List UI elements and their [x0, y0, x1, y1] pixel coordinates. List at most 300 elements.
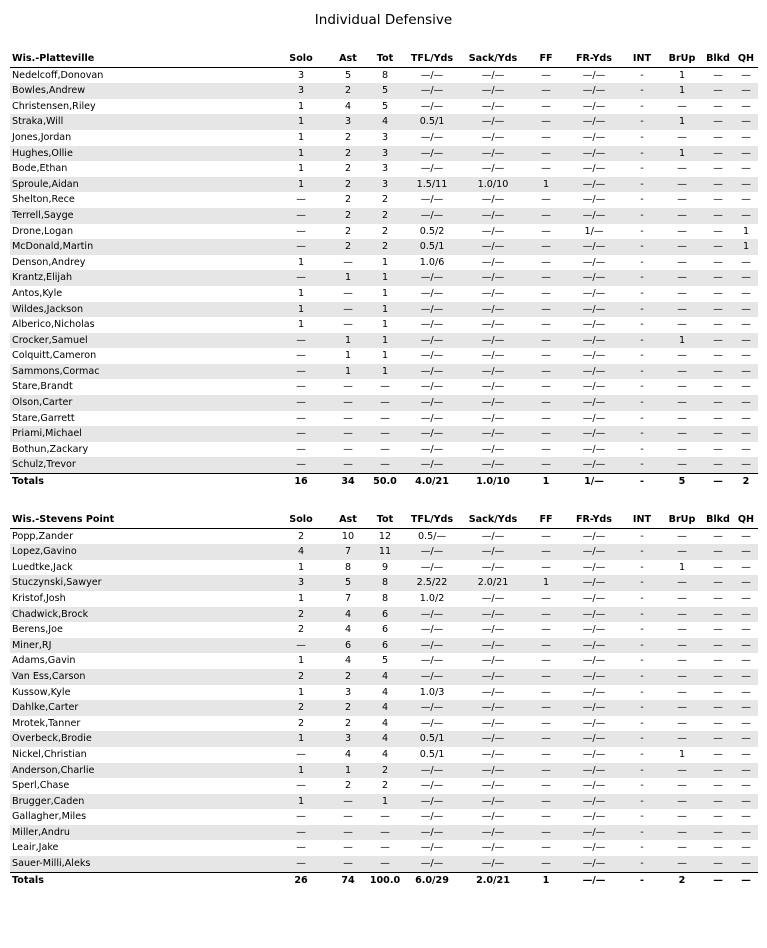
- stat-cell: 8: [381, 69, 389, 81]
- stat-cell: —/—: [582, 842, 606, 854]
- stat-cell: —/—: [481, 842, 505, 854]
- stat-cell: -: [640, 443, 644, 455]
- column-header: Ast: [330, 51, 366, 67]
- stat-cell: —: [677, 412, 687, 424]
- stat-cell: 1: [662, 146, 702, 162]
- stat-cell: 8: [344, 561, 352, 573]
- stat-cell: —: [702, 239, 734, 255]
- stat-cell: -: [622, 302, 662, 318]
- stat-cell: -: [622, 544, 662, 560]
- player-name: Van Ess,Carson: [10, 669, 272, 685]
- stat-cell: -: [640, 592, 644, 604]
- stat-cell: -: [640, 131, 644, 143]
- stat-cell: —/—: [460, 669, 526, 685]
- stat-cell: —: [741, 624, 751, 636]
- stat-cell: —/—: [481, 561, 505, 573]
- stat-cell: —: [734, 731, 758, 747]
- stat-cell: —: [741, 287, 751, 299]
- stat-cell: —/—: [582, 69, 606, 81]
- stat-cell: —: [330, 794, 366, 810]
- stat-cell: —/—: [481, 717, 505, 729]
- stat-cell: —: [702, 177, 734, 193]
- stat-cell: —/—: [460, 333, 526, 349]
- stat-cell: —: [272, 426, 330, 442]
- stat-cell: —/—: [460, 239, 526, 255]
- player-name: Luedtke,Jack: [12, 561, 73, 573]
- stat-cell: —: [662, 731, 702, 747]
- header-row: [10, 51, 758, 67]
- table-row: [10, 669, 758, 685]
- stat-cell: —: [702, 426, 734, 442]
- stat-cell: 2: [344, 194, 352, 206]
- stat-cell: -: [640, 287, 644, 299]
- stat-cell: 2: [330, 146, 366, 162]
- stat-cell: -: [640, 381, 644, 393]
- stat-cell: —: [677, 686, 687, 698]
- player-name: Anderson,Charlie: [10, 763, 272, 779]
- stat-cell: —: [702, 731, 734, 747]
- stat-cell: 2: [381, 780, 389, 792]
- stat-cell: —/—: [460, 457, 526, 473]
- stat-cell: —: [662, 239, 702, 255]
- stat-cell: —/—: [420, 69, 444, 81]
- stat-cell: —: [734, 302, 758, 318]
- stat-cell: —: [741, 717, 751, 729]
- stat-cell: —: [713, 842, 723, 854]
- stat-cell: 1: [297, 131, 305, 143]
- stat-cell: —: [734, 607, 758, 623]
- player-name: Jones,Jordan: [12, 131, 72, 143]
- table-row: [10, 208, 758, 224]
- table-row: [10, 685, 758, 701]
- stat-cell: 1: [297, 256, 305, 268]
- table-row: [10, 716, 758, 732]
- stat-cell: —: [541, 748, 551, 760]
- table-row: [10, 333, 758, 349]
- stat-cell: —: [526, 638, 566, 654]
- stat-cell: —/—: [460, 544, 526, 560]
- stat-cell: —/—: [404, 457, 460, 473]
- stat-cell: 0.5/1: [419, 748, 445, 760]
- stat-cell: —/—: [566, 544, 622, 560]
- stat-cell: —: [662, 607, 702, 623]
- stat-cell: 1.0/6: [419, 256, 445, 268]
- stat-cell: —/—: [481, 624, 505, 636]
- stat-cell: 1: [297, 561, 305, 573]
- stat-cell: 3: [297, 69, 305, 81]
- stat-cell: —: [662, 208, 702, 224]
- stat-cell: —: [343, 287, 353, 299]
- stat-cell: —/—: [481, 748, 505, 760]
- table-row: [10, 426, 758, 442]
- stat-cell: —: [541, 194, 551, 206]
- stat-cell: 11: [366, 544, 404, 560]
- total-cell: 2: [662, 872, 702, 888]
- stat-cell: —/—: [481, 287, 505, 299]
- stat-cell: 1: [381, 287, 389, 299]
- stat-cell: —: [677, 842, 687, 854]
- table-row: [10, 114, 758, 130]
- stat-cell: —/—: [582, 256, 606, 268]
- player-name: Brugger,Caden: [10, 794, 272, 810]
- table-row: [10, 255, 758, 271]
- player-name: Colquitt,Cameron: [12, 350, 97, 362]
- stat-cell: —/—: [566, 638, 622, 654]
- stat-cell: —: [330, 426, 366, 442]
- total-cell: 2.0/21: [460, 872, 526, 888]
- stat-cell: 2: [366, 763, 404, 779]
- stat-cell: -: [640, 350, 644, 362]
- column-header: FR-Yds: [566, 512, 622, 528]
- stat-cell: —: [272, 239, 330, 255]
- stat-cell: —: [702, 700, 734, 716]
- stat-cell: —: [741, 319, 751, 331]
- stat-cell: —: [734, 544, 758, 560]
- total-cell: 1/—: [566, 474, 622, 490]
- stat-cell: —/—: [582, 350, 606, 362]
- player-name: Alberico,Nicholas: [12, 319, 95, 331]
- stat-cell: 3: [381, 131, 389, 143]
- total-cell: —: [702, 872, 734, 888]
- stat-cell: —: [713, 530, 723, 542]
- stat-cell: 1: [272, 114, 330, 130]
- stat-cell: —/—: [582, 131, 606, 143]
- stat-cell: —: [526, 544, 566, 560]
- stat-cell: —: [366, 426, 404, 442]
- stat-cell: —: [526, 669, 566, 685]
- stat-cell: 1/—: [584, 225, 604, 237]
- table-row: [10, 177, 758, 193]
- stat-cell: —/—: [404, 638, 460, 654]
- stat-cell: —: [541, 412, 551, 424]
- stat-cell: —/—: [566, 426, 622, 442]
- stat-cell: —: [713, 412, 723, 424]
- stat-cell: —: [296, 748, 306, 760]
- stat-cell: —: [296, 381, 306, 393]
- column-header: Tot: [366, 51, 404, 67]
- stat-cell: -: [622, 146, 662, 162]
- stat-cell: —: [713, 163, 723, 175]
- column-header: Solo: [272, 51, 330, 67]
- stat-cell: —: [734, 208, 758, 224]
- stat-cell: —: [662, 825, 702, 841]
- stat-cell: -: [640, 100, 644, 112]
- stat-cell: —/—: [404, 395, 460, 411]
- stat-cell: —/—: [404, 825, 460, 841]
- totals-row: [10, 872, 758, 888]
- stat-cell: 1.0/10: [460, 177, 526, 193]
- stat-cell: —: [702, 544, 734, 560]
- stat-cell: —: [713, 748, 723, 760]
- stat-cell: —: [741, 131, 751, 143]
- player-name: Adams,Gavin: [12, 655, 76, 667]
- stat-cell: —: [702, 669, 734, 685]
- player-name: Mrotek,Tanner: [12, 717, 81, 729]
- stat-cell: —/—: [481, 443, 505, 455]
- column-header: Blkd: [702, 512, 734, 528]
- stat-cell: —: [541, 561, 551, 573]
- player-name: Chadwick,Brock: [10, 607, 272, 623]
- stat-cell: 5: [381, 655, 389, 667]
- stat-cell: 4: [272, 544, 330, 560]
- stat-cell: 3: [381, 163, 389, 175]
- total-cell: —: [702, 474, 734, 490]
- stat-cell: —: [713, 319, 723, 331]
- stat-cell: —: [741, 530, 751, 542]
- stat-cell: —/—: [420, 443, 444, 455]
- stat-cell: —: [380, 443, 390, 455]
- stat-cell: -: [622, 177, 662, 193]
- total-cell: 74: [330, 872, 366, 888]
- stat-cell: 1: [662, 114, 702, 130]
- stat-cell: 2: [366, 239, 404, 255]
- stat-cell: -: [640, 717, 644, 729]
- total-cell: 34: [330, 474, 366, 490]
- stat-cell: —: [702, 794, 734, 810]
- stat-cell: 6: [381, 624, 389, 636]
- stat-cell: —/—: [420, 131, 444, 143]
- column-header: INT: [622, 51, 662, 67]
- stat-cell: -: [622, 333, 662, 349]
- stat-cell: —/—: [460, 395, 526, 411]
- stat-cell: 1: [297, 686, 305, 698]
- stat-cell: -: [622, 114, 662, 130]
- stat-cell: —/—: [582, 163, 606, 175]
- stat-cell: —: [526, 457, 566, 473]
- stat-cell: —: [734, 794, 758, 810]
- stat-cell: —: [677, 530, 687, 542]
- stat-cell: 1: [297, 163, 305, 175]
- stat-cell: —/—: [460, 825, 526, 841]
- stat-cell: —: [541, 100, 551, 112]
- stat-cell: -: [622, 426, 662, 442]
- stat-cell: -: [622, 208, 662, 224]
- stat-cell: —: [677, 811, 687, 823]
- stat-cell: —/—: [582, 780, 606, 792]
- stat-cell: —: [272, 457, 330, 473]
- stat-cell: —: [702, 395, 734, 411]
- stat-cell: 3: [330, 731, 366, 747]
- player-name: Nickel,Christian: [12, 748, 87, 760]
- stat-cell: —/—: [460, 731, 526, 747]
- stat-cell: —: [541, 131, 551, 143]
- stat-cell: —: [713, 624, 723, 636]
- table-row: [10, 763, 758, 779]
- player-name: Olson,Carter: [10, 395, 272, 411]
- stat-cell: 3: [344, 686, 352, 698]
- stat-cell: —/—: [481, 100, 505, 112]
- stat-cell: —: [702, 575, 734, 591]
- stat-cell: -: [622, 395, 662, 411]
- totals-row: [10, 474, 758, 490]
- stat-cell: —: [541, 842, 551, 854]
- stat-cell: 5: [366, 83, 404, 99]
- stat-cell: —/—: [481, 131, 505, 143]
- stat-cell: —: [734, 83, 758, 99]
- stat-cell: -: [622, 763, 662, 779]
- total-cell: -: [622, 872, 662, 888]
- stat-cell: —: [713, 655, 723, 667]
- table-body: [10, 67, 758, 490]
- player-name: Leair,Jake: [12, 842, 59, 854]
- stat-cell: —/—: [481, 530, 505, 542]
- table-row: [10, 457, 758, 473]
- stat-cell: 3: [272, 83, 330, 99]
- stat-cell: —/—: [460, 763, 526, 779]
- player-name: Stare,Brandt: [12, 381, 73, 393]
- stat-cell: 2: [330, 177, 366, 193]
- stat-cell: —/—: [566, 457, 622, 473]
- stat-cell: —: [526, 146, 566, 162]
- stat-cell: —/—: [404, 83, 460, 99]
- column-header: Sack/Yds: [460, 512, 526, 528]
- column-header: Ast: [330, 512, 366, 528]
- stat-cell: 2.5/22: [404, 575, 460, 591]
- stat-cell: -: [622, 700, 662, 716]
- stat-cell: —: [734, 146, 758, 162]
- column-header: TFL/Yds: [404, 51, 460, 67]
- stat-cell: —/—: [481, 655, 505, 667]
- team-name-header: Wis.-Stevens Point: [10, 512, 272, 528]
- stat-cell: —: [272, 208, 330, 224]
- player-name: Stare,Garrett: [12, 412, 75, 424]
- player-name: Bowles,Andrew: [10, 83, 272, 99]
- stat-cell: —/—: [481, 412, 505, 424]
- team-name-header: Wis.-Platteville: [10, 51, 272, 67]
- stat-cell: —/—: [481, 592, 505, 604]
- stat-cell: -: [640, 811, 644, 823]
- stat-cell: 7: [330, 544, 366, 560]
- stat-cell: —: [296, 350, 306, 362]
- stat-cell: —: [734, 856, 758, 872]
- stat-cell: 3: [366, 177, 404, 193]
- stat-cell: 1: [526, 177, 566, 193]
- stat-cell: -: [622, 731, 662, 747]
- stat-cell: —/—: [566, 146, 622, 162]
- stat-cell: —/—: [404, 544, 460, 560]
- stat-cell: —: [702, 302, 734, 318]
- stat-cell: 1: [678, 748, 686, 760]
- stat-cell: —: [713, 225, 723, 237]
- player-name: Schulz,Trevor: [10, 457, 272, 473]
- stat-cell: —: [741, 412, 751, 424]
- stat-cell: —: [677, 131, 687, 143]
- table-row: [10, 379, 758, 395]
- column-header: FF: [526, 512, 566, 528]
- table-row: [10, 794, 758, 810]
- stat-cell: —/—: [566, 333, 622, 349]
- stat-cell: —: [526, 83, 566, 99]
- stat-cell: —: [677, 350, 687, 362]
- stat-cell: -: [640, 69, 644, 81]
- stat-cell: —: [741, 592, 751, 604]
- stat-cell: —: [272, 856, 330, 872]
- stat-cell: —/—: [460, 638, 526, 654]
- stat-cell: —/—: [566, 700, 622, 716]
- stat-cell: —/—: [460, 856, 526, 872]
- stat-cell: —: [677, 655, 687, 667]
- stat-cell: —/—: [404, 270, 460, 286]
- stat-cell: 1: [662, 333, 702, 349]
- stat-cell: 1: [272, 763, 330, 779]
- stat-cell: —: [662, 457, 702, 473]
- stat-cell: —: [526, 700, 566, 716]
- stat-cell: —: [541, 780, 551, 792]
- stat-cell: —: [330, 856, 366, 872]
- stat-cell: 0.5/—: [417, 530, 447, 542]
- column-header: BrUp: [662, 512, 702, 528]
- stat-cell: —/—: [481, 69, 505, 81]
- stat-cell: —: [330, 395, 366, 411]
- stat-cell: —/—: [420, 655, 444, 667]
- stat-cell: —: [702, 638, 734, 654]
- stat-cell: —: [272, 638, 330, 654]
- table-row: [10, 83, 758, 99]
- stat-cell: —/—: [566, 114, 622, 130]
- stat-cell: —/—: [582, 287, 606, 299]
- stat-cell: —: [272, 395, 330, 411]
- stat-cell: —/—: [420, 287, 444, 299]
- stat-cell: -: [622, 825, 662, 841]
- column-header: Blkd: [702, 51, 734, 67]
- player-name: Crocker,Samuel: [10, 333, 272, 349]
- total-cell: —: [734, 872, 758, 888]
- stat-cell: —: [677, 717, 687, 729]
- player-name: Stuczynski,Sawyer: [10, 575, 272, 591]
- stat-cell: —/—: [582, 100, 606, 112]
- stat-cell: —: [662, 270, 702, 286]
- stat-cell: -: [640, 780, 644, 792]
- stat-cell: —: [272, 270, 330, 286]
- stat-cell: —: [526, 114, 566, 130]
- stat-cell: 1: [344, 350, 352, 362]
- stat-cell: —: [741, 561, 751, 573]
- stat-cell: —: [526, 794, 566, 810]
- stat-cell: —: [734, 426, 758, 442]
- stat-cell: 1.0/3: [419, 686, 445, 698]
- stat-cell: —: [366, 395, 404, 411]
- stat-cell: 5: [344, 69, 352, 81]
- stat-cell: —: [330, 457, 366, 473]
- stat-cell: —/—: [404, 794, 460, 810]
- stat-cell: —: [343, 811, 353, 823]
- stat-cell: —: [296, 780, 306, 792]
- stat-cell: 2: [344, 131, 352, 143]
- stat-cell: —/—: [582, 686, 606, 698]
- player-name: Denson,Andrey: [12, 256, 86, 268]
- stat-cell: 2: [297, 530, 305, 542]
- stat-cell: —/—: [460, 794, 526, 810]
- stat-cell: —/—: [460, 302, 526, 318]
- player-name: Wildes,Jackson: [10, 302, 272, 318]
- stat-cell: —/—: [404, 669, 460, 685]
- stat-cell: 0.5/1: [404, 731, 460, 747]
- stat-cell: 2: [344, 780, 352, 792]
- stat-cell: —/—: [566, 763, 622, 779]
- table-row: [10, 395, 758, 411]
- stat-cell: 1: [297, 319, 305, 331]
- stat-cell: 6: [366, 607, 404, 623]
- player-name: Bothun,Zackary: [12, 443, 89, 455]
- stat-cell: 4: [344, 100, 352, 112]
- stat-cell: 0.5/1: [404, 114, 460, 130]
- stat-cell: —: [541, 319, 551, 331]
- stat-cell: 6: [366, 638, 404, 654]
- stat-cell: 8: [381, 592, 389, 604]
- player-name: Miller,Andru: [10, 825, 272, 841]
- stat-cell: —: [296, 194, 306, 206]
- stat-cell: —: [677, 287, 687, 299]
